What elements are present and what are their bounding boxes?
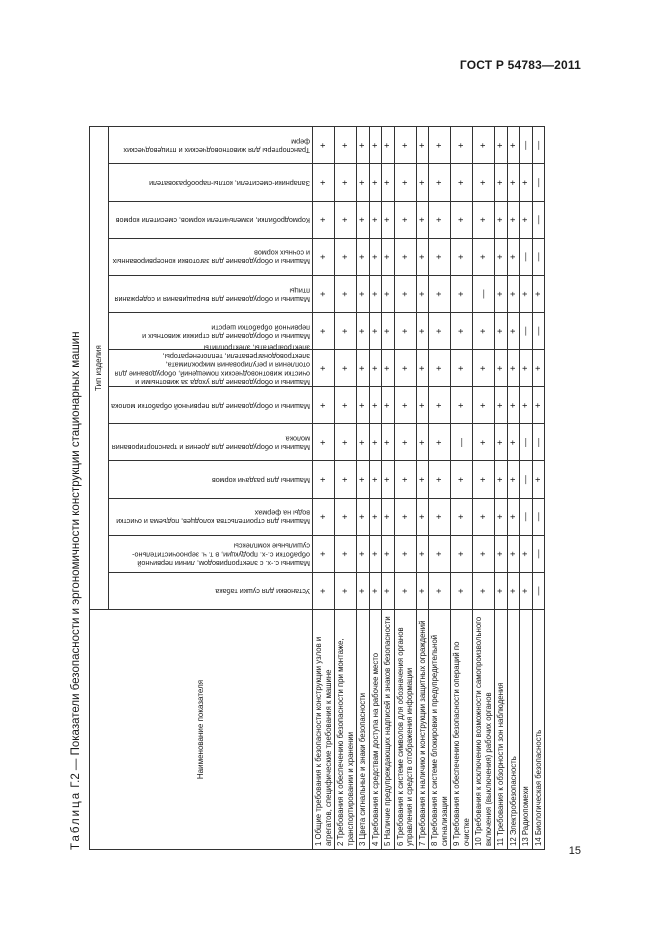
applicability-mark: +: [369, 238, 382, 275]
applicability-mark: +: [473, 535, 495, 572]
product-type-group-header: Тип изделия: [90, 127, 109, 610]
applicability-mark: +: [507, 461, 520, 498]
applicability-mark: +: [416, 572, 429, 609]
applicability-mark: +: [369, 535, 382, 572]
applicability-mark: +: [451, 313, 473, 350]
applicability-mark: +: [313, 387, 335, 424]
applicability-mark: +: [507, 238, 520, 275]
applicability-mark: +: [357, 387, 370, 424]
applicability-mark: +: [495, 424, 508, 461]
product-type-label: Машины и оборудование для заготовки консервированных и сочных кормов: [112, 248, 310, 267]
applicability-mark: +: [369, 424, 382, 461]
applicability-mark: +: [382, 238, 395, 275]
applicability-mark: +: [369, 313, 382, 350]
applicability-mark: +: [335, 461, 357, 498]
product-type-label: Машины и оборудование для выращивания и содержания птицы: [114, 285, 310, 304]
applicability-mark: +: [507, 498, 520, 535]
applicability-mark: —: [520, 127, 533, 164]
applicability-mark: +: [520, 387, 533, 424]
applicability-mark: —: [520, 498, 533, 535]
product-type-header: [109, 275, 313, 312]
rotated-table-block: [65, 90, 587, 850]
applicability-mark: +: [473, 238, 495, 275]
applicability-mark: +: [507, 201, 520, 238]
applicability-mark: +: [357, 127, 370, 164]
applicability-mark: +: [335, 572, 357, 609]
product-type-header: [109, 343, 313, 388]
table-row: [394, 90, 416, 850]
table-row: [335, 90, 357, 850]
applicability-mark: +: [357, 164, 370, 201]
applicability-mark: +: [416, 201, 429, 238]
applicability-mark: +: [507, 387, 520, 424]
safety-indicators-table: [89, 89, 545, 850]
product-type-header: [109, 424, 313, 461]
applicability-mark: +: [507, 350, 520, 387]
applicability-mark: +: [335, 387, 357, 424]
indicator-label: 13 Радиопомехи: [520, 610, 533, 850]
indicator-label: 5 Наличие предупреждающих надписей и знаков безопасности: [382, 610, 395, 850]
applicability-mark: +: [429, 275, 451, 312]
applicability-mark: +: [473, 313, 495, 350]
applicability-mark: +: [313, 201, 335, 238]
product-type-label: Машины и оборудование для доения и транспортирования молока: [111, 434, 310, 453]
product-type-header: [109, 238, 313, 275]
applicability-mark: +: [335, 275, 357, 312]
applicability-mark: +: [313, 127, 335, 164]
table-caption-text: Г.2 — Показатели безопасности и эргономичности конструкции стационарных машин: [70, 331, 82, 788]
applicability-mark: +: [382, 461, 395, 498]
indicator-label: 2 Требования к обеспечению безопасности при монтаже, транспортировании и хранении: [335, 610, 357, 850]
product-type-label: Машины и оборудование для стрижки животных и первичной обработки шерсти: [142, 323, 310, 341]
applicability-mark: —: [532, 535, 545, 572]
applicability-mark: —: [520, 313, 533, 350]
applicability-mark: +: [394, 275, 416, 312]
applicability-mark: +: [473, 387, 495, 424]
applicability-mark: +: [429, 201, 451, 238]
product-type-label: Машины с.-х. с электроприводом, линии первичной обработки с.-х. продукции, в т. ч. зерноочистительно-сушильные комплексы: [132, 541, 310, 568]
applicability-mark: +: [451, 201, 473, 238]
applicability-mark: +: [369, 572, 382, 609]
applicability-mark: +: [451, 164, 473, 201]
product-type-header: [109, 164, 313, 201]
applicability-mark: +: [357, 498, 370, 535]
applicability-mark: +: [429, 238, 451, 275]
applicability-mark: +: [416, 535, 429, 572]
applicability-mark: +: [357, 313, 370, 350]
applicability-mark: +: [451, 498, 473, 535]
applicability-mark: +: [313, 572, 335, 609]
applicability-mark: +: [382, 387, 395, 424]
applicability-mark: +: [357, 275, 370, 312]
applicability-mark: +: [369, 201, 382, 238]
indicator-label: 6 Требования к системе символов для обозначения органов управления и средств отображения информации: [394, 610, 416, 850]
indicator-label: 8 Требования к системе блокировки и предупредительной сигнализации: [429, 610, 451, 850]
applicability-mark: +: [495, 350, 508, 387]
applicability-mark: +: [357, 350, 370, 387]
applicability-mark: +: [520, 201, 533, 238]
applicability-mark: +: [357, 461, 370, 498]
applicability-mark: +: [416, 238, 429, 275]
applicability-mark: +: [394, 498, 416, 535]
product-type-label: Запарники-смесители, котлы-парообразователи: [149, 178, 310, 188]
applicability-mark: +: [507, 313, 520, 350]
applicability-mark: +: [495, 164, 508, 201]
applicability-mark: +: [495, 387, 508, 424]
applicability-mark: —: [520, 238, 533, 275]
applicability-mark: +: [429, 572, 451, 609]
indicator-header: Наименование показателя: [90, 610, 313, 850]
applicability-mark: +: [495, 201, 508, 238]
applicability-mark: +: [369, 275, 382, 312]
page-number: 15: [568, 845, 581, 857]
document-code: ГОСТ Р 54783—2011: [459, 58, 581, 72]
indicator-label: 1 Общие требования к безопасности конструкции узлов и агрегатов, специфические требования к машине: [313, 610, 335, 850]
applicability-mark: +: [451, 461, 473, 498]
applicability-mark: +: [416, 350, 429, 387]
applicability-mark: +: [394, 313, 416, 350]
product-type-header: [109, 461, 313, 498]
applicability-mark: +: [335, 164, 357, 201]
applicability-mark: +: [313, 164, 335, 201]
applicability-mark: +: [495, 127, 508, 164]
indicator-label: 7 Требования к наличию и конструкции защитных ограждений: [416, 610, 429, 850]
table-row: [507, 90, 520, 850]
applicability-mark: +: [532, 275, 545, 312]
product-type-label: Машины и оборудование для ухода за животными и очистки животноводческих помещений, оборудование для отопления и регулирования микроклимата, электроводонагреватели, теплогенераторы, электроагрегаты, электроплиты: [114, 343, 310, 388]
product-type-header: [109, 127, 313, 164]
indicator-label: 12 Электробезопасность: [507, 610, 520, 850]
table-body: [313, 90, 545, 850]
applicability-mark: +: [335, 201, 357, 238]
table-row: [520, 90, 533, 850]
applicability-mark: +: [473, 498, 495, 535]
applicability-mark: +: [507, 535, 520, 572]
applicability-mark: +: [473, 350, 495, 387]
applicability-mark: +: [520, 275, 533, 312]
applicability-mark: +: [451, 127, 473, 164]
applicability-mark: —: [532, 313, 545, 350]
applicability-mark: —: [532, 238, 545, 275]
applicability-mark: +: [532, 387, 545, 424]
table-row: [369, 90, 382, 850]
product-type-header: [109, 572, 313, 609]
applicability-mark: +: [382, 127, 395, 164]
indicator-label: 9 Требования к обеспечению безопасности операций по очистке: [451, 610, 473, 850]
applicability-mark: +: [335, 424, 357, 461]
applicability-mark: +: [357, 572, 370, 609]
applicability-mark: +: [507, 572, 520, 609]
table-row: [429, 90, 451, 850]
table-row: [532, 90, 545, 850]
product-type-header: [109, 201, 313, 238]
applicability-mark: +: [473, 424, 495, 461]
applicability-mark: +: [429, 535, 451, 572]
table-caption-lead: Таблица: [70, 790, 82, 850]
applicability-mark: +: [429, 164, 451, 201]
applicability-mark: +: [495, 535, 508, 572]
applicability-mark: +: [451, 572, 473, 609]
table-row: [382, 90, 395, 850]
applicability-mark: +: [507, 275, 520, 312]
applicability-mark: +: [335, 238, 357, 275]
applicability-mark: +: [473, 201, 495, 238]
applicability-mark: —: [520, 424, 533, 461]
applicability-mark: +: [394, 387, 416, 424]
applicability-mark: +: [369, 387, 382, 424]
indicator-label: 4 Требования к средствам доступа на рабочее место: [369, 610, 382, 850]
applicability-mark: +: [429, 350, 451, 387]
applicability-mark: +: [495, 572, 508, 609]
applicability-mark: +: [451, 275, 473, 312]
applicability-mark: +: [382, 275, 395, 312]
applicability-mark: +: [416, 164, 429, 201]
product-type-label: Установки для сушки табака: [215, 587, 310, 597]
applicability-mark: +: [382, 164, 395, 201]
applicability-mark: +: [382, 350, 395, 387]
applicability-mark: +: [335, 313, 357, 350]
applicability-mark: +: [507, 164, 520, 201]
applicability-mark: +: [382, 424, 395, 461]
applicability-mark: +: [416, 498, 429, 535]
applicability-mark: +: [335, 498, 357, 535]
applicability-mark: +: [495, 313, 508, 350]
applicability-mark: +: [382, 572, 395, 609]
table-row: [357, 90, 370, 850]
applicability-mark: +: [394, 164, 416, 201]
applicability-mark: +: [369, 350, 382, 387]
applicability-mark: +: [313, 275, 335, 312]
product-type-label: Кормодробилки, измельчители кормов, смесители кормов: [115, 216, 310, 226]
applicability-mark: +: [357, 424, 370, 461]
applicability-mark: +: [495, 498, 508, 535]
table-row: [313, 90, 335, 850]
applicability-mark: +: [394, 201, 416, 238]
applicability-mark: +: [532, 350, 545, 387]
applicability-mark: +: [520, 350, 533, 387]
applicability-mark: +: [429, 387, 451, 424]
applicability-mark: +: [313, 535, 335, 572]
applicability-mark: +: [357, 535, 370, 572]
applicability-mark: +: [416, 313, 429, 350]
applicability-mark: +: [451, 238, 473, 275]
applicability-mark: +: [369, 127, 382, 164]
applicability-mark: +: [473, 127, 495, 164]
applicability-mark: +: [532, 461, 545, 498]
indicator-label: 10 Требования к исключению возможности самопроизвольного включения (выключения) рабочих органов: [473, 610, 495, 850]
applicability-mark: +: [416, 461, 429, 498]
applicability-mark: +: [495, 238, 508, 275]
applicability-mark: +: [451, 535, 473, 572]
product-type-header: [109, 498, 313, 535]
applicability-mark: +: [382, 201, 395, 238]
applicability-mark: +: [507, 424, 520, 461]
product-type-header: [109, 535, 313, 572]
applicability-mark: +: [507, 127, 520, 164]
applicability-mark: +: [416, 387, 429, 424]
applicability-mark: +: [451, 350, 473, 387]
applicability-mark: +: [429, 313, 451, 350]
applicability-mark: +: [394, 238, 416, 275]
applicability-mark: +: [429, 461, 451, 498]
product-type-label: Транспортеры для животноводческих и птицеводческих ферм: [123, 137, 310, 156]
product-type-label: Машины для строительства колодцев, подъема и очистки воды на фермах: [116, 508, 310, 527]
product-type-label: Машины для раздачи кормов: [211, 475, 310, 485]
applicability-mark: +: [357, 201, 370, 238]
applicability-mark: —: [532, 127, 545, 164]
applicability-mark: +: [520, 572, 533, 609]
applicability-mark: +: [357, 238, 370, 275]
applicability-mark: +: [335, 127, 357, 164]
applicability-mark: —: [532, 424, 545, 461]
applicability-mark: +: [416, 127, 429, 164]
applicability-mark: +: [313, 498, 335, 535]
applicability-mark: +: [313, 424, 335, 461]
applicability-mark: —: [532, 498, 545, 535]
applicability-mark: +: [429, 498, 451, 535]
applicability-mark: +: [429, 424, 451, 461]
applicability-mark: +: [416, 424, 429, 461]
applicability-mark: +: [382, 498, 395, 535]
applicability-mark: +: [451, 387, 473, 424]
applicability-mark: +: [429, 127, 451, 164]
applicability-mark: +: [394, 535, 416, 572]
product-type-header: [109, 387, 313, 424]
applicability-mark: +: [335, 535, 357, 572]
applicability-mark: +: [473, 164, 495, 201]
applicability-mark: +: [520, 535, 533, 572]
applicability-mark: +: [495, 461, 508, 498]
product-type-label: Машины и оборудование для первичной обработки молока: [111, 401, 310, 411]
applicability-mark: +: [313, 238, 335, 275]
applicability-mark: +: [382, 313, 395, 350]
table-row: [451, 90, 473, 850]
indicator-label: 3 Цвета сигнальные и знаки безопасности: [357, 610, 370, 850]
applicability-mark: +: [369, 498, 382, 535]
applicability-mark: +: [382, 535, 395, 572]
applicability-mark: +: [369, 461, 382, 498]
table-row: [473, 90, 495, 850]
indicator-label: 11 Требования к обзорности зон наблюдения: [495, 610, 508, 850]
applicability-mark: +: [495, 275, 508, 312]
applicability-mark: +: [520, 164, 533, 201]
applicability-mark: +: [335, 350, 357, 387]
applicability-mark: —: [532, 201, 545, 238]
table-caption: [65, 90, 87, 850]
applicability-mark: +: [394, 572, 416, 609]
indicator-label: 14 Биологическая безопасность: [532, 610, 545, 850]
applicability-mark: +: [394, 350, 416, 387]
applicability-mark: —: [532, 572, 545, 609]
applicability-mark: +: [394, 127, 416, 164]
table-row: [495, 90, 508, 850]
applicability-mark: —: [451, 424, 473, 461]
applicability-mark: +: [473, 572, 495, 609]
applicability-mark: +: [369, 164, 382, 201]
applicability-mark: +: [313, 313, 335, 350]
applicability-mark: +: [313, 461, 335, 498]
applicability-mark: —: [532, 164, 545, 201]
applicability-mark: +: [394, 461, 416, 498]
applicability-mark: +: [473, 461, 495, 498]
applicability-mark: —: [520, 461, 533, 498]
table-row: [416, 90, 429, 850]
applicability-mark: +: [313, 350, 335, 387]
applicability-mark: —: [473, 275, 495, 312]
applicability-mark: +: [394, 424, 416, 461]
applicability-mark: +: [416, 275, 429, 312]
